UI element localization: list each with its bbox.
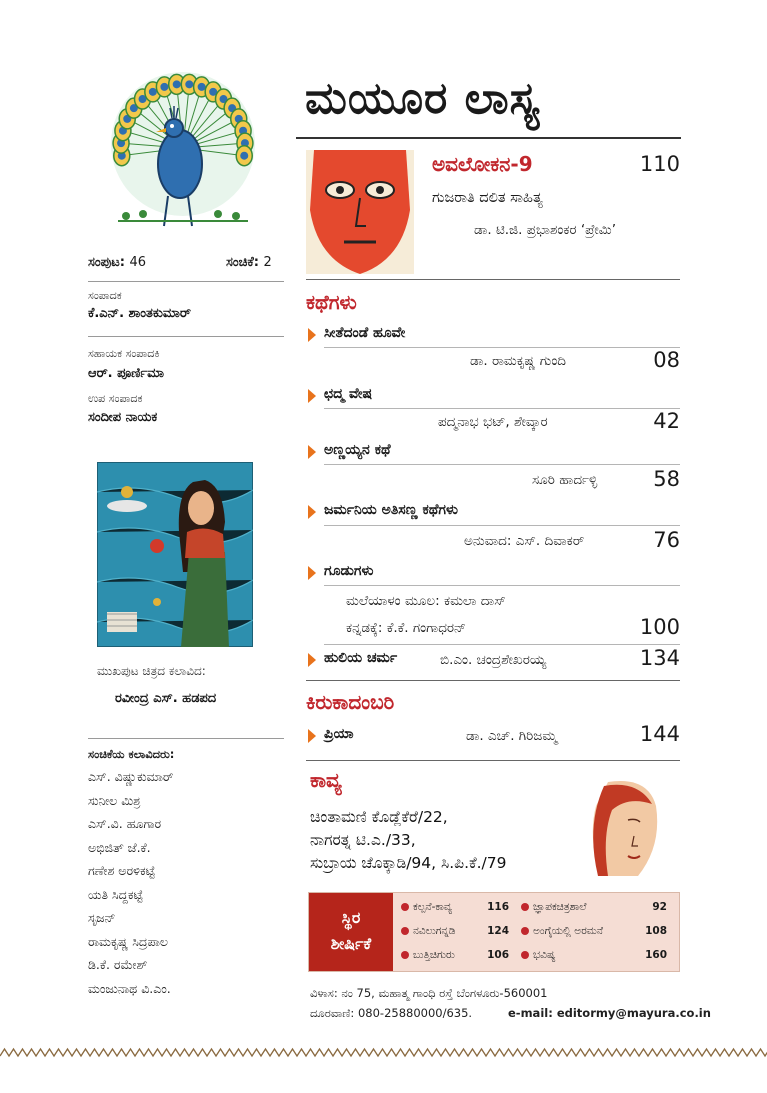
bullet-icon [401, 951, 409, 959]
address: ವಿಳಾಸ: ನಂ 75, ಮಹಾತ್ಮ ಗಾಂಧಿ ರಸ್ತೆ ಬೆಂಗಳೂರು-560001 [310, 986, 548, 1000]
artists-heading: ಸಂಚಿಕೆಯ ಕಲಾವಿದರು: [88, 747, 175, 761]
novella-heading: ಕಿರುಕಾದಂಬರಿ [306, 690, 395, 714]
magazine-title: ಮಯೂರ ಲಾಸ್ಯ [305, 73, 541, 124]
cover-painting [97, 462, 253, 647]
divider [306, 279, 680, 280]
story-author: ಬಿ.ಎಂ. ಚಂದ್ರಶೇಖರಯ್ಯ [440, 652, 547, 668]
artist-name: ಗಣೇಶ ಅರಳಿಕಟ್ಟೆ [88, 863, 156, 878]
column-page: 108 [645, 925, 667, 937]
column-item: ನವಿಲುಗನ್ನಡಿ [401, 925, 455, 938]
artist-name: ಎಸ್. ವಿಷ್ಣುಕುಮಾರ್ [88, 769, 174, 784]
column-page: 106 [487, 949, 509, 961]
artist-name: ರಾಮಕೃಷ್ಣ ಸಿದ್ರಪಾಲ [88, 933, 169, 949]
volume-value: 46 [129, 255, 147, 270]
poetry-illustration [578, 776, 666, 880]
peacock-logo [88, 66, 278, 244]
story-page: 08 [653, 348, 680, 372]
avalokana-illustration [306, 150, 414, 274]
divider [324, 585, 680, 586]
avalokana-author: ಡಾ. ಟಿ.ಜಿ. ಪ್ರಭಾಶಂಕರ ‘ಪ್ರೇಮಿ’ [474, 222, 616, 238]
divider [88, 336, 284, 337]
avalokana-subtitle: ಗುಜರಾತಿ ದಲಿತ ಸಾಹಿತ್ಯ [432, 190, 543, 206]
artist-name: ಡಿ.ಕೆ. ರಮೇಶ್ [88, 957, 148, 972]
divider [88, 738, 284, 739]
decorative-border [0, 1046, 767, 1060]
column-item: ಕಲ್ಪನೆ-ಕಾವ್ಯ [401, 901, 452, 914]
avalokana-title: ಅವಲೋಕನ-9 [432, 152, 533, 176]
regular-columns-box [308, 892, 680, 972]
title-rule [296, 137, 681, 139]
column-item: ಅಂಗೈಯಲ್ಲಿ ಅರಮನೆ [521, 925, 603, 938]
story-page: 134 [639, 646, 680, 670]
novella-author: ಡಾ. ಎಚ್. ಗಿರಿಜಮ್ಮ [466, 728, 558, 744]
regular-columns-label-line2: ಶೀರ್ಷಿಕೆ [330, 934, 372, 953]
bullet-icon [401, 903, 409, 911]
regular-columns-label [309, 893, 393, 971]
artist-name: ಎಸ್.ವಿ. ಹೂಗಾರ [88, 816, 162, 831]
email-label: e-mail: [508, 1006, 553, 1020]
divider [306, 680, 680, 681]
story-author: ಅನುವಾದ: ಎಸ್. ದಿವಾಕರ್ [464, 533, 585, 549]
editor-label: ಸಂಪಾದಕ [88, 289, 122, 302]
arrow-icon [308, 729, 316, 743]
bullet-icon [521, 903, 529, 911]
volume-issue-row [88, 255, 284, 270]
column-page: 92 [652, 901, 667, 913]
artist-name: ಮಂಜುನಾಥ ವಿ.ಎಂ. [88, 980, 171, 996]
arrow-icon [308, 505, 316, 519]
editor-name: ಕೆ.ಎನ್. ಶಾಂತಕುಮಾರ್ [88, 306, 191, 321]
story-title: ಜರ್ಮನಿಯ ಅತಿಸಣ್ಣ ಕಥೆಗಳು [324, 502, 459, 518]
divider [324, 644, 680, 645]
arrow-icon [308, 328, 316, 342]
phone: ದೂರವಾಣಿ: 080-25880000/635. [310, 1006, 473, 1020]
story-title: ಅಣ್ಣಯ್ಯನ ಕಥೆ [324, 442, 391, 458]
column-item: ಭವಿಷ್ಯ [521, 949, 556, 962]
story-page: 100 [639, 615, 680, 639]
issue-value: 2 [263, 255, 272, 270]
cover-artist: ರವೀಂದ್ರ ಎಸ್. ಹಡಪದ [115, 691, 217, 706]
artist-name: ಸುನೀಲ ಮಿಶ್ರ [88, 792, 141, 808]
artists-list [88, 765, 284, 1000]
divider [306, 760, 680, 761]
story-page: 42 [653, 409, 680, 433]
cover-caption: ಮುಖಪುಟ ಚಿತ್ರದ ಕಲಾವಿದ: [97, 664, 206, 678]
artist-name: ಅಭಿಜಿತ್ ಜೆ.ಕೆ. [88, 839, 151, 855]
story-title: ಛದ್ಮ ವೇಷ [324, 386, 373, 402]
arrow-icon [308, 445, 316, 459]
arrow-icon [308, 566, 316, 580]
artist-name: ಯತಿ ಸಿದ್ದಕಟ್ಟೆ [88, 886, 144, 902]
column-item: ಬುತ್ತಿಚಿಗುರು [401, 949, 455, 962]
regular-columns-label-line1: ಸ್ಥಿರ [341, 908, 361, 927]
story-title: ಗೂಡುಗಳು [324, 563, 374, 579]
issue-label: ಸಂಚಿಕೆ: [226, 255, 259, 270]
stories-heading: ಕಥೆಗಳು [306, 290, 357, 314]
artist-name: ಸೃಜನ್ [88, 910, 116, 925]
bullet-icon [521, 951, 529, 959]
avalokana-page: 110 [639, 152, 680, 176]
divider [324, 525, 680, 526]
bullet-icon [521, 927, 529, 935]
story-author: ಡಾ. ರಾಮಕೃಷ್ಣ ಗುಂದಿ [470, 353, 567, 369]
story-title: ಸೀತೆದಂಡೆ ಹೂವೇ [324, 325, 406, 341]
column-page: 160 [645, 949, 667, 961]
column-page: 116 [487, 901, 509, 913]
story-page: 58 [653, 467, 680, 491]
story-author: ಮಲೆಯಾಳಂ ಮೂಲ: ಕಮಲಾ ದಾಸ್ [346, 593, 506, 609]
story-title: ಹುಲಿಯ ಚರ್ಮ [324, 650, 398, 666]
story-page: 76 [653, 528, 680, 552]
story-author: ಪದ್ಮನಾಭ ಭಟ್, ಶೇವ್ಕಾರ [438, 414, 548, 430]
divider [324, 408, 680, 409]
novella-page: 144 [639, 722, 680, 746]
volume-label: ಸಂಪುಟ: [88, 255, 125, 270]
email-link[interactable]: editormy@mayura.co.in [556, 1006, 711, 1020]
asst-editor-name: ಆರ್. ಪೂರ್ಣಿಮಾ [88, 366, 165, 381]
asst-editor-label: ಸಹಾಯಕ ಸಂಪಾದಕಿ [88, 347, 160, 360]
deputy-editor-label: ಉಪ ಸಂಪಾದಕ [88, 392, 143, 405]
poem-line: ಸುಬ್ರಾಯ ಚೊಕ್ಕಾಡಿ/94, ಸಿ.ಪಿ.ಕೆ./79 [310, 854, 507, 872]
arrow-icon [308, 389, 316, 403]
story-translator: ಕನ್ನಡಕ್ಕೆ: ಕೆ.ಕೆ. ಗಂಗಾಧರನ್ [346, 620, 466, 636]
email-row [508, 1006, 711, 1020]
poetry-heading: ಕಾವ್ಯ [310, 768, 342, 792]
divider [324, 464, 680, 465]
column-item: ಜ್ಞಾಪಕಚಿತ್ರಶಾಲೆ [521, 901, 586, 914]
novella-title: ಪ್ರಿಯಾ [324, 726, 354, 742]
bullet-icon [401, 927, 409, 935]
poem-line: ಚಿಂತಾಮಣಿ ಕೊಡ್ಲೆಕೆರೆ/22, [310, 808, 448, 826]
arrow-icon [308, 653, 316, 667]
divider [88, 281, 284, 282]
story-author: ಸೂರಿ ಹಾರ್ದಳ್ಳಿ [532, 472, 598, 488]
divider [324, 347, 680, 348]
deputy-editor-name: ಸಂದೀಪ ನಾಯಕ [88, 410, 158, 425]
poem-line: ನಾಗರತ್ನ ಟಿ.ಎ./33, [310, 831, 416, 849]
column-page: 124 [487, 925, 509, 937]
